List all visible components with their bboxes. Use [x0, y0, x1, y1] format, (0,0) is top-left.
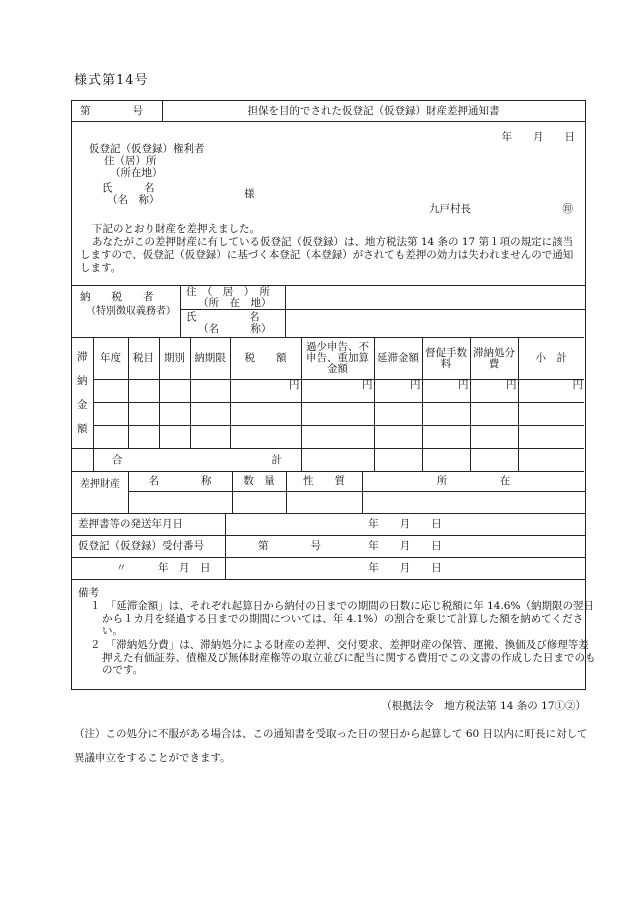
sent-date-label: 差押書等の発送年月日 [78, 518, 183, 530]
remarks-label: 備考 [78, 587, 99, 599]
taxpayer-address-sub: （所 在 地） [198, 297, 272, 309]
intro-paragraph: あなたがこの差押財産に有している仮登記（仮登録）は、地方税法第 14 条の 17 第１項の規定に該当しますので、仮登記（仮登録）に基づく本登記（本登録）がされても差押の効力は失われませんので通知します。 [80, 236, 574, 274]
notice-form [71, 100, 596, 690]
col-penalty-amount: 過少申告、不申告、重加算金額 [301, 338, 374, 380]
objection-note: （注）この処分に不服がある場合は、この通知書を受取った日の翌日から起算して 60 日以内に町長に対して異議申立をすることができます。 [74, 728, 588, 764]
document-number: 第 号 [80, 105, 143, 117]
taxpayer-name-label: 氏 名 [186, 311, 260, 323]
yen-tax: 円 [230, 380, 301, 403]
total-row-label: 合 計 [93, 449, 301, 472]
issuer-name: 九戸村長 [429, 203, 471, 215]
yen-reminder: 円 [422, 380, 470, 403]
yen-subtotal: 円 [518, 380, 584, 403]
arrears-table [72, 337, 584, 472]
name-label: 氏 名 [102, 182, 155, 194]
yen-late: 円 [374, 380, 422, 403]
arrears-side-label: 滞 納 金 額 [72, 338, 93, 449]
yen-penalty: 円 [301, 380, 374, 403]
receipt-number-value: 第 号 [258, 540, 321, 552]
remarks-item-1: １ 「延滞金額」は、それぞれ起算日から納付の日までの期間の日数に応じ税額に年 14.6%（納期限の翌日から１カ月を経過する日までの期間については、年 4.1%）の割合を乗じて計算した額を納めてください。 [90, 600, 594, 637]
col-tax-item: 税目 [128, 338, 159, 380]
seized-property-label: 差押財産 [80, 479, 120, 490]
seized-col-quantity: 数 量 [243, 475, 275, 487]
col-reminder-fee: 督促手数料 [422, 338, 470, 380]
sent-date-value: 年 月 日 [368, 518, 442, 530]
col-due-date: 納期限 [190, 338, 230, 380]
honorific: 様 [244, 188, 255, 200]
name-sub-label: （名 称） [107, 194, 160, 206]
seized-col-location: 所 在 [436, 475, 511, 487]
intro-line-1: 下記のとおり財産を差押えました。 [92, 223, 260, 235]
receipt-number-label: 仮登記（仮登録）受付番号 [78, 540, 204, 552]
seized-col-nature: 性 質 [303, 475, 345, 487]
seized-col-name: 名 称 [148, 475, 212, 487]
col-tax-amount: 税 額 [230, 338, 301, 380]
issue-date: 年 月 日 [501, 131, 575, 143]
col-fiscal-year: 年度 [93, 338, 128, 380]
receipt-date-value: 年 月 日 [368, 540, 442, 552]
seal-mark: ㊞ [562, 203, 573, 215]
ditto-date-label: 〃 年 月 日 [116, 562, 211, 574]
col-disposition-cost: 滞納処分費 [470, 338, 518, 380]
address-label: 住（居）所 [104, 155, 157, 167]
remarks-item-2: ２ 「滞納処分費」は、滞納処分による財産の差押、交付要求、差押財産の保管、運搬、換価及び修理等差押えた有価証券、債権及び無体財産権等の取立並びに配当に関する費用でこの文書の作成した日までのものです。 [90, 639, 596, 676]
taxpayer-sub-label: （特別徴収義務者） [86, 306, 176, 317]
col-subtotal: 小 計 [518, 338, 584, 380]
col-period: 期別 [159, 338, 190, 380]
ditto-date-value: 年 月 日 [368, 562, 442, 574]
col-late-fee: 延滞金額 [374, 338, 422, 380]
legal-basis: （根拠法令 地方税法第 14 条の 17①②） [381, 700, 586, 712]
yen-disposition: 円 [470, 380, 518, 403]
form-number: 様式第14号 [74, 73, 149, 88]
document-title: 担保を目的でされた仮登記（仮登録）財産差押通知書 [247, 105, 500, 117]
address-sub-label: （所在地） [110, 167, 163, 179]
taxpayer-name-sub: （名 称） [198, 323, 272, 335]
taxpayer-label: 納 税 者 [80, 291, 154, 303]
taxpayer-address-label: 住 （ 居 ） 所 [186, 286, 270, 298]
addressee-label: 仮登記（仮登録）権利者 [89, 143, 205, 155]
